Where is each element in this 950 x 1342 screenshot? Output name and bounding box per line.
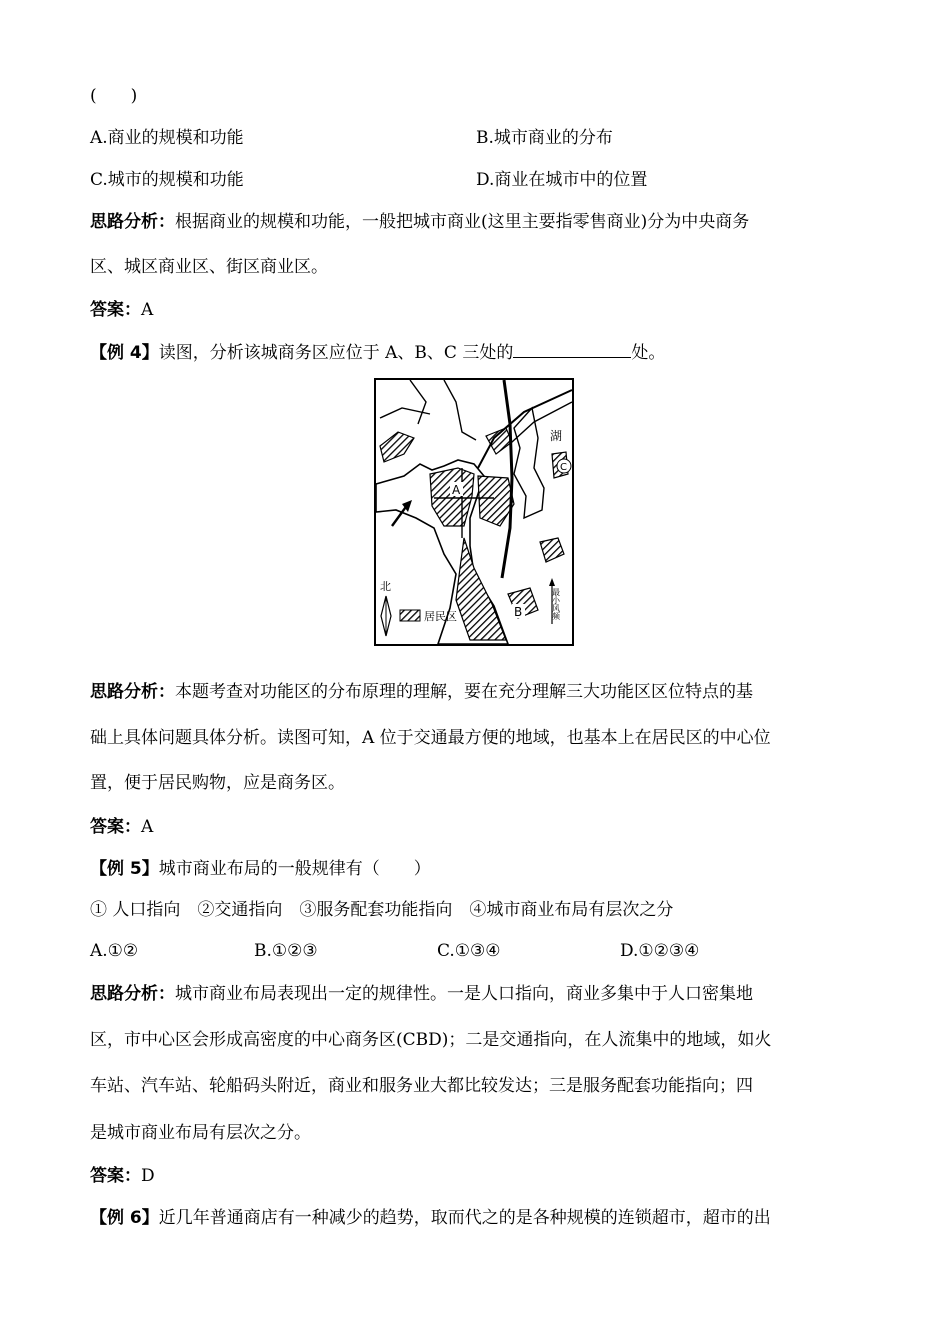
q5-analysis-cont: 车站、汽车站、轮船码头附近，商业和服务业大都比较发达；三是服务配套功能指向；四 bbox=[90, 1076, 753, 1096]
q4-analysis-cont: 置，便于居民购物，应是商务区。 bbox=[90, 773, 345, 793]
city-map-figure bbox=[374, 378, 574, 646]
q3-paren: ( ) bbox=[90, 86, 138, 106]
q3-answer bbox=[90, 299, 153, 321]
lake-label: 湖 bbox=[550, 429, 563, 443]
north-label: 北 bbox=[380, 580, 391, 593]
example-tag: 【例 4】 bbox=[90, 343, 159, 363]
q4-answer bbox=[90, 816, 153, 838]
answer-label: 答案： bbox=[90, 817, 141, 837]
analysis-text: 本题考查对功能区的分布原理的理解，要在充分理解三大功能区区位特点的基 bbox=[175, 682, 753, 702]
q5-items: ① 人口指向 ②交通指向 ③服务配套功能指向 ④城市商业布局有层次之分 bbox=[90, 900, 674, 920]
q5-analysis-cont: 是城市商业布局有层次之分。 bbox=[90, 1123, 311, 1143]
example-tag: 【例 5】 bbox=[90, 859, 159, 879]
q3-analysis bbox=[90, 211, 749, 233]
example-tag: 【例 6】 bbox=[90, 1208, 159, 1228]
answer-value: D bbox=[141, 1166, 155, 1186]
q3-analysis-cont: 区、城区商业区、街区商业区。 bbox=[90, 257, 328, 277]
answer-value: A bbox=[141, 300, 154, 320]
q5-analysis-cont: 区，市中心区会形成高密度的中心商务区(CBD)；二是交通指向，在人流集中的地域，如火 bbox=[90, 1030, 772, 1050]
q5-answer bbox=[90, 1165, 155, 1187]
answer-label: 答案： bbox=[90, 1166, 141, 1186]
point-label-a: A bbox=[452, 483, 461, 497]
q6-stem-text: 近几年普通商店有一种减少的趋势，取而代之的是各种规模的连锁超市，超市的出 bbox=[158, 1208, 771, 1228]
q3-option-d: D.商业在城市中的位置 bbox=[476, 170, 648, 190]
analysis-text: 城市商业布局表现出一定的规律性。一是人口指向，商业多集中于人口密集地 bbox=[175, 984, 753, 1004]
point-label-c: C bbox=[560, 462, 567, 473]
q5-analysis bbox=[90, 983, 753, 1005]
analysis-label: 思路分析： bbox=[90, 682, 175, 702]
q4-stem-text: 读图，分析该城商务区应位于 A、B、C 三处的 bbox=[158, 343, 514, 363]
analysis-text: 根据商业的规模和功能，一般把城市商业(这里主要指零售商业)分为中央商务 bbox=[175, 212, 750, 232]
q5-stem bbox=[90, 858, 431, 880]
legend-label: 居民区 bbox=[424, 610, 457, 623]
analysis-label: 思路分析： bbox=[90, 984, 175, 1004]
q4-analysis bbox=[90, 681, 753, 703]
answer-blank bbox=[513, 341, 631, 358]
q5-option-b: B.①②③ bbox=[254, 941, 318, 961]
q5-option-d: D.①②③④ bbox=[620, 941, 700, 961]
q3-option-a: A.商业的规模和功能 bbox=[90, 128, 244, 148]
q5-option-c: C.①③④ bbox=[437, 941, 501, 961]
answer-value: A bbox=[141, 817, 154, 837]
q5-stem-text: 城市商业布局的一般规律有（ ） bbox=[158, 859, 431, 879]
q6-stem bbox=[90, 1207, 771, 1229]
point-label-b: B bbox=[514, 605, 523, 619]
legend-swatch bbox=[400, 610, 420, 621]
analysis-label: 思路分析： bbox=[90, 212, 175, 232]
q5-option-a: A.①② bbox=[90, 941, 139, 961]
q4-stem-end: 处。 bbox=[631, 343, 666, 363]
wind-label: 最小风频 bbox=[551, 588, 561, 620]
answer-label: 答案： bbox=[90, 300, 141, 320]
q3-option-b: B.城市商业的分布 bbox=[476, 128, 613, 148]
q3-option-c: C.城市的规模和功能 bbox=[90, 170, 244, 190]
q4-stem bbox=[90, 341, 665, 364]
q4-analysis-cont: 础上具体问题具体分析。读图可知，A 位于交通最方便的地域，也基本上在居民区的中心位 bbox=[90, 728, 771, 748]
